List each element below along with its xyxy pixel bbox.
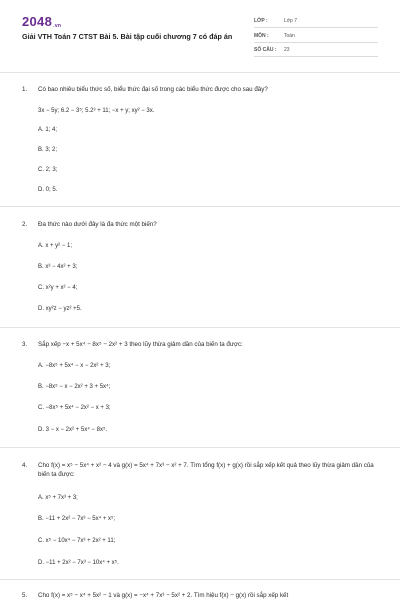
question-divider: [0, 447, 400, 448]
meta-subject-value: Toán: [284, 33, 295, 39]
question-1-option-a[interactable]: A. 1; 4;: [38, 127, 58, 133]
question-4-option-b[interactable]: B. −11 + 2x² − 7x³ − 5x⁴ + x⁵;: [38, 516, 116, 522]
question-3-option-d[interactable]: D. 3 − x − 2x² + 5x⁴ − 8x⁵.: [38, 427, 108, 433]
question-2-option-c[interactable]: C. x²y + x² − 4;: [38, 285, 78, 291]
logo-text: 2048: [22, 14, 53, 29]
question-number: 1.: [22, 86, 28, 93]
question-number: 4.: [22, 462, 28, 469]
question-text: Đa thức nào dưới đây là đa thức một biến?: [38, 221, 157, 228]
header-divider: [0, 72, 400, 73]
question-1-expression: 3x − 5y; 6.2 − 3⁵; 5.2³ + 11; −x + y; xy² − 3x.: [38, 108, 155, 114]
document-title: Giải VTH Toán 7 CTST Bài 5. Bài tập cuối chương 7 có đáp án: [22, 32, 233, 41]
question-text: Cho f(x) = x⁵ − 5x⁴ + x² − 4 và g(x) = 5x⁴ + 7x³ − x² + 7. Tìm tổng f(x) + g(x) rồi sắp xếp kết quả theo lũy thừa giảm dần của biến ta được:: [38, 462, 374, 478]
question-1-option-d[interactable]: D. 0; 5.: [38, 187, 58, 193]
meta-subject: [254, 31, 378, 43]
question-5: [22, 591, 382, 600]
question-1-option-c[interactable]: C. 2; 3;: [38, 167, 58, 173]
question-3-option-b[interactable]: B. −8x⁵ − x − 2x² + 3 + 5x⁴;: [38, 384, 111, 390]
question-3-option-a[interactable]: A. −8x⁵ + 5x⁴ − x − 2x² + 3;: [38, 363, 111, 369]
meta-subject-label: MÔN :: [254, 33, 269, 39]
question-divider: [0, 327, 400, 328]
question-3-option-c[interactable]: C. −8x⁵ + 5x⁴ − 2x² − x + 3;: [38, 405, 111, 411]
page-header: [0, 0, 400, 70]
question-number: 5.: [22, 592, 28, 599]
meta-count-label: SỐ CÂU :: [254, 47, 277, 53]
question-1-option-b[interactable]: B. 3; 2;: [38, 147, 58, 153]
meta-class: [254, 16, 378, 28]
question-4-option-c[interactable]: C. x⁵ − 10x⁴ − 7x³ + 2x² + 11;: [38, 538, 116, 544]
meta-class-value: Lớp 7: [284, 18, 298, 24]
question-text: Sắp xếp −x + 5x⁴ − 8x⁵ − 2x² + 3 theo lũy thừa giảm dần của biến ta được:: [38, 341, 243, 348]
question-2-option-b[interactable]: B. x³ − 4x² + 3;: [38, 264, 78, 270]
meta-class-label: LỚP :: [254, 18, 268, 24]
question-divider: [0, 206, 400, 207]
question-2-option-d[interactable]: D. xy²z − yz² +5.: [38, 306, 82, 312]
site-logo[interactable]: [22, 14, 61, 29]
question-4-option-d[interactable]: D. −11 + 2x² − 7x³ − 10x⁴ + x⁵.: [38, 560, 119, 566]
question-4-option-a[interactable]: A. x⁵ + 7x³ + 3;: [38, 495, 78, 501]
question-number: 3.: [22, 341, 28, 348]
logo-suffix: .vn: [53, 23, 62, 29]
question-divider: [0, 579, 400, 580]
question-text: Cho f(x) = x⁵ − x⁴ + 5x² − 1 và g(x) = −x⁴ + 7x³ − 5x² + 2. Tìm hiệu f(x) − g(x) rồi sắp xếp kết: [38, 592, 289, 599]
question-text: Có bao nhiêu biểu thức số, biểu thức đại số trong các biểu thức được cho sau đây?: [38, 86, 268, 93]
meta-count-value: 23: [284, 47, 290, 53]
meta-count: [254, 45, 378, 57]
question-number: 2.: [22, 221, 28, 228]
question-2-option-a[interactable]: A. x + y² − 1;: [38, 243, 73, 249]
